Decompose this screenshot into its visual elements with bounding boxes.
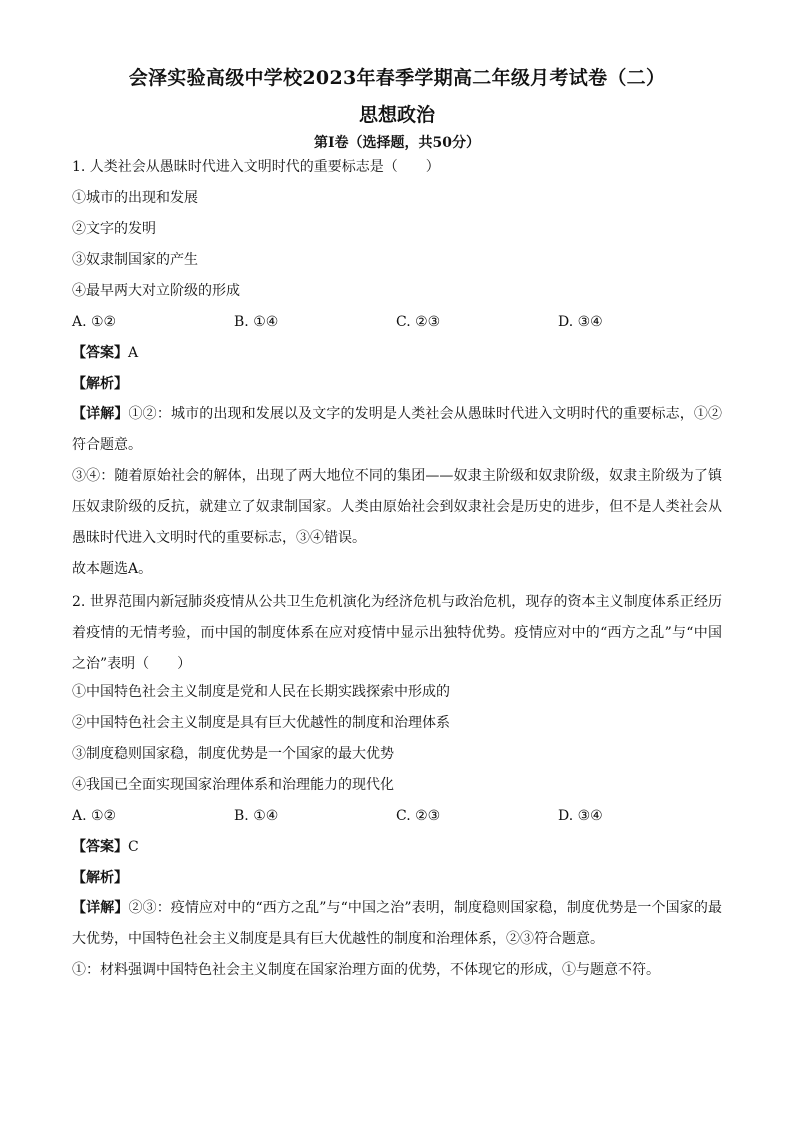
question-stem: 1. 人类社会从愚昧时代进入文明时代的重要标志是（ ）: [72, 159, 440, 175]
analysis-label: 【解析】: [72, 870, 128, 886]
statement-item: ①中国特色社会主义制度是党和人民在长期实践探索中形成的: [72, 684, 450, 700]
option-a: A. ①②: [72, 314, 117, 330]
analysis-label: 【解析】: [72, 376, 128, 392]
option-b: B. ①④: [234, 314, 279, 330]
option-b: B. ①④: [234, 808, 279, 824]
statement-item: ②文字的发明: [72, 221, 156, 237]
answer-line: [72, 343, 722, 363]
detail-block: [72, 893, 722, 986]
statement-item: ①城市的出现和发展: [72, 190, 198, 206]
option-c: C. ②③: [396, 808, 441, 824]
answer-label: 【答案】: [72, 839, 128, 855]
detail-paragraph: 故本题选A。: [72, 561, 153, 577]
statement-item: ④我国已全面实现国家治理体系和治理能力的现代化: [72, 777, 394, 793]
section-heading: 第Ⅰ卷（选择题，共50分）: [313, 135, 481, 151]
statement-item: ③奴隶制国家的产生: [72, 252, 198, 268]
answer-value: A: [128, 345, 139, 361]
statement-item: ③制度稳则国家稳，制度优势是一个国家的最大优势: [72, 746, 394, 762]
detail-paragraph: ③④：随着原始社会的解体，出现了两大地位不同的集团——奴隶主阶级和奴隶阶级，奴隶主阶级为了镇压奴隶阶级的反抗，就建立了奴隶制国家。人类由原始社会到奴隶社会是历史的进步，但不是人类社会从愚昧时代进入文明时代的重要标志，③④错误。: [72, 468, 722, 546]
detail-label: 【详解】: [72, 900, 129, 916]
question-stem-block: [72, 587, 722, 680]
answer-value: C: [128, 839, 139, 855]
answer-options: [72, 312, 722, 332]
question-stem: 2. 世界范围内新冠肺炎疫情从公共卫生危机演化为经济危机与政治危机，现存的资本主义制度体系正经历着疫情的无情考验，而中国的制度体系在应对疫情中显示出独特优势。疫情应对中的“西方之乱”与“中国之治”表明（ ）: [72, 594, 722, 672]
subject-title: 思想政治: [358, 104, 435, 126]
statement-item: ②中国特色社会主义制度是具有巨大优越性的制度和治理体系: [72, 715, 450, 731]
option-a: A. ①②: [72, 808, 117, 824]
question-2: [72, 587, 722, 986]
statement-item: ④最早两大对立阶级的形成: [72, 283, 240, 299]
detail-block: [72, 399, 722, 585]
exam-title: 会泽实验高级中学校2023年春季学期高二年级月考试卷（二）: [128, 67, 666, 89]
answer-options: [72, 806, 722, 826]
option-d: D. ③④: [558, 808, 603, 824]
detail-paragraph: 【详解】①②：城市的出现和发展以及文字的发明是人类社会从愚昧时代进入文明时代的重要标志，①②符合题意。: [72, 406, 723, 453]
question-1: [72, 157, 722, 585]
answer-label: 【答案】: [72, 345, 128, 361]
option-d: D. ③④: [558, 314, 603, 330]
detail-label: 【详解】: [72, 406, 129, 422]
option-c: C. ②③: [396, 314, 441, 330]
detail-paragraph: 【详解】②③：疫情应对中的“西方之乱”与“中国之治”表明，制度稳则国家稳，制度优势是一个国家的最大优势，中国特色社会主义制度是具有巨大优越性的制度和治理体系，②③符合题意。: [72, 900, 722, 947]
detail-paragraph: ①：材料强调中国特色社会主义制度在国家治理方面的优势，不体现它的形成，①与题意不符。: [72, 962, 660, 978]
answer-line: [72, 837, 722, 857]
